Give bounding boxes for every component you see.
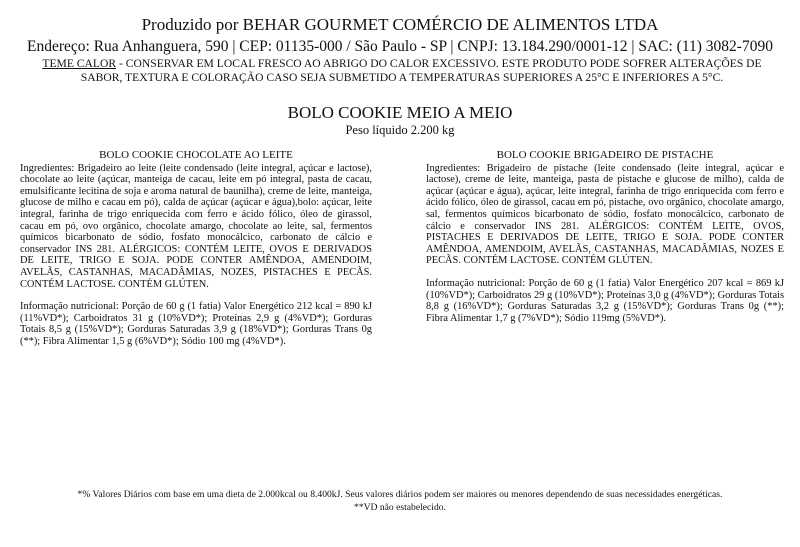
right-ingredients: Ingredientes: Brigadeiro de pistache (leite condensado (leite integral, açúcar e lactose), creme de leite, manteiga, pasta de pistache e glucose de milho), calda de açúcar (açúcar e água), açúcar, leite integral, farinha de trigo enriquecida com ferro e ácido fólico, óleo de girassol, cacau em pó, pistache, ovo orgânico, chocolate amargo, sal, fermentos químicos bicarbonato de sódio, fosfato monocálcico, carbonato de cálcio e conservador INS 281. — [426, 162, 784, 232]
storage-warning — [22, 57, 782, 85]
warning-text: - CONSERVAR EM LOCAL FRESCO AO ABRIGO DO CALOR EXCESSIVO. ESTE PRODUTO PODE SOFRER ALTERAÇÕES DE SABOR, TEXTURA E COLORAÇÃO CASO SEJA SUBMETIDO A TEMPERATURAS SUPERIORES A 25°C E INFERIORES A 5°C. — [80, 57, 762, 84]
warning-label: TEME CALOR — [42, 57, 117, 70]
address-line: Endereço: Rua Anhanguera, 590 | CEP: 01135-000 / São Paulo - SP | CNPJ: 13.184.290/0001-12 | SAC: (11) 3082-7090 — [27, 38, 773, 55]
product-title: BOLO COOKIE MEIO A MEIO — [287, 103, 513, 122]
right-allergens: ALÉRGICOS: CONTÉM LEITE, OVOS, PISTACHES E DERIVADOS DE LEITE, TRIGO E SOJA. PODE CONTER AMÊNDOA, AMENDOIM, AVELÃS, CASTANHAS, MACADÂMIAS, NOZES E PECÃS. CONTÉM LACTOSE. CONTÉM GLÚTEN. — [426, 220, 785, 267]
left-nutrition: Informação nutricional: Porção de 60 g (1 fatia) Valor Energético 212 kcal = 890 kJ (11%VD*); Carboidratos 31 g (10%VD*); Proteínas 2,9 g (4%VD*); Gorduras Totais 8,5 g (15%VD*); Gorduras Saturadas 3,9 g (18%VD*); Gorduras Trans 0g (**); Fibra Alimentar 1,5 g (6%VD*); Sódio 100 mg (4%VD*). — [20, 301, 372, 347]
left-column-title: BOLO COOKIE CHOCOLATE AO LEITE — [99, 149, 293, 161]
footnote-vd: **VD não estabelecido. — [354, 501, 446, 513]
right-nutrition: Informação nutricional: Porção de 60 g (1 fatia) Valor Energético 207 kcal = 869 kJ (10%VD*); Carboidratos 29 g (10%VD*); Proteínas 3,0 g (4%VD*); Gorduras Totais 8,8 g (16%VD*); Gorduras Saturadas 3,2 g (15%VD*); Gorduras Trans 0g (**); Fibra Alimentar 1,7 g (7%VD*); Sódio 119mg (5%VD*). — [426, 277, 784, 324]
left-ingredients: Ingredientes: Brigadeiro ao leite (leite condensado (leite integral, açúcar e lactose), chocolate ao leite (açúcar, manteiga de cacau, leite em pó integral, pasta de cacau, emulsificante lecitina de soja e aroma natural de baunilha), creme de leite, manteiga, glucose de milho e cacau em pó), calda de açúcar (açúcar e água),bolo: açúcar, leite integral, farinha de trigo enriquecida com ferro e ácido fólico, óleo de girassol, cacau em pó, ovo orgânico, chocolate amargo, chocolate ao leite, sal, fermentos químicos bicarbonato de sódio, fosfato monocálcico, carbonato de cálcio e conservador INS 281. — [20, 162, 372, 255]
label-header — [0, 14, 800, 58]
right-column — [426, 150, 784, 324]
right-ingredients-paragraph — [426, 163, 784, 267]
product-title-block — [0, 103, 800, 138]
net-weight: Peso líquido 2.200 kg — [345, 123, 455, 137]
footnote-daily-values: *% Valores Diários com base em uma dieta de 2.000kcal ou 8.400kJ. Seus valores diários podem ser maiores ou menores dependendo de suas necessidades energéticas. — [77, 489, 723, 500]
left-column — [20, 150, 372, 348]
footnotes — [0, 489, 800, 514]
left-ingredients-paragraph — [20, 163, 372, 291]
right-column-title: BOLO COOKIE BRIGADEIRO DE PISTACHE — [496, 149, 714, 161]
producer-line: Produzido por BEHAR GOURMET COMÉRCIO DE ALIMENTOS LTDA — [141, 15, 659, 34]
left-allergens: ALÉRGICOS: CONTÉM LEITE, OVOS E DERIVADOS DE LEITE, TRIGO E SOJA. PODE CONTER AMÊNDOA, AMENDOIM, AVELÃS, CASTANHAS, MACADÂMIAS, NOZES, PISTACHES E PECÃS. CONTÉM LACTOSE. CONTÉM GLÚTEN. — [20, 243, 372, 290]
